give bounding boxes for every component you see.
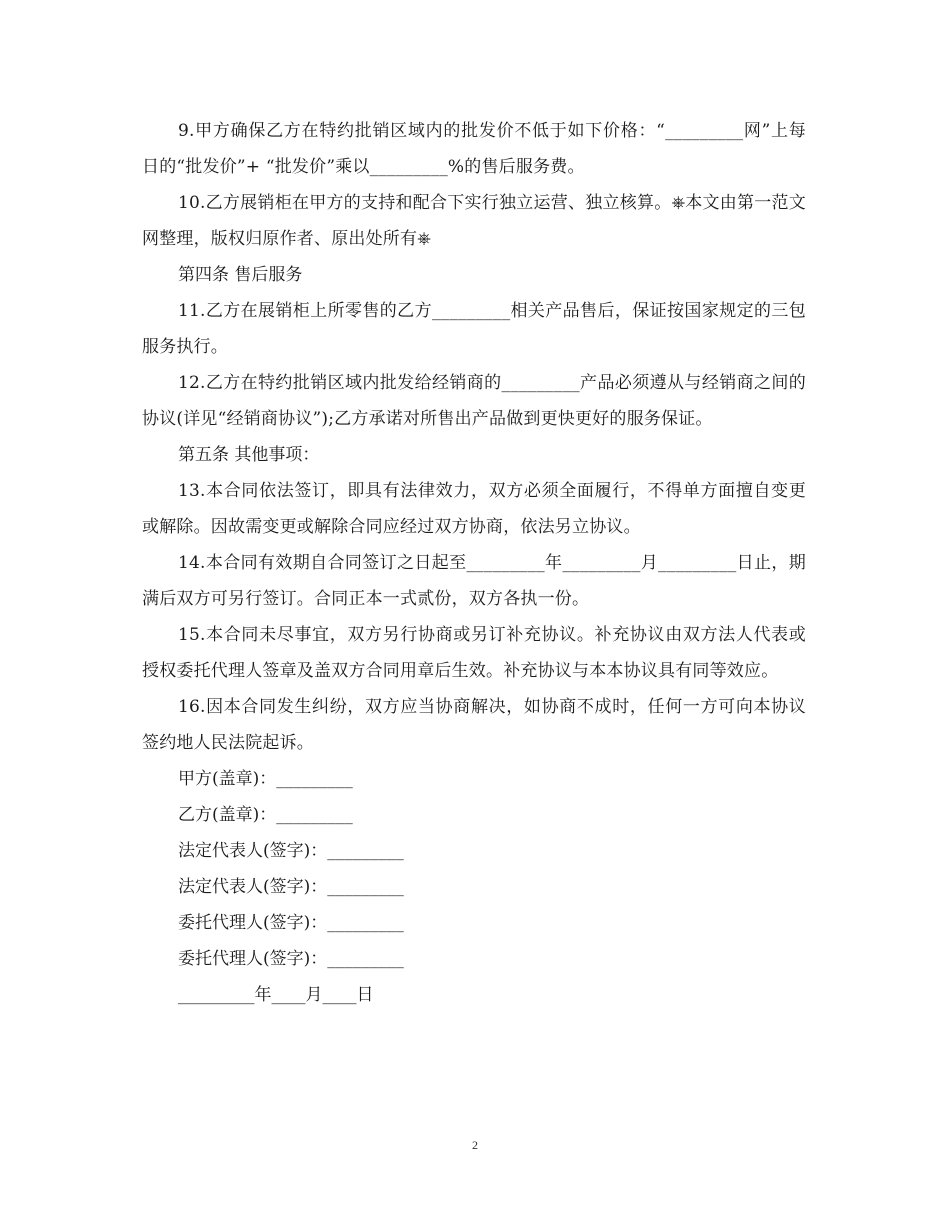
section-heading-5: 第五条 其他事项：: [178, 445, 320, 465]
signature-legal-rep-1: 法定代表人(签字)：_________: [178, 841, 404, 861]
document-body: [142, 113, 806, 1013]
clause-11: 11.乙方在展销柜上所零售的乙方_________相关产品售后，保证按国家规定的三包服务执行。: [142, 301, 806, 357]
clause-16: 16.因本合同发生纠纷，双方应当协商解决，如协商不成时，任何一方可向本协议签约地人民法院起诉。: [142, 697, 806, 753]
signature-date: _________年____月____日: [178, 985, 374, 1005]
clause-10: 10.乙方展销柜在甲方的支持和配合下实行独立运营、独立核算。⎈本文由第一范文网整理，版权归原作者、原出处所有⎈: [142, 193, 806, 249]
signature-agent-2: 委托代理人(签字)：_________: [178, 949, 404, 969]
signature-party-a-seal: 甲方(盖章)：_________: [178, 769, 353, 789]
clause-13: 13.本合同依法签订，即具有法律效力，双方必须全面履行，不得单方面擅自变更或解除。因故需变更或解除合同应经过双方协商，依法另立协议。: [142, 481, 806, 537]
clause-15: 15.本合同未尽事宜，双方另行协商或另订补充协议。补充协议由双方法人代表或授权委托代理人签章及盖双方合同用章后生效。补充协议与本本协议具有同等效应。: [142, 625, 806, 681]
signature-agent-1: 委托代理人(签字)：_________: [178, 913, 404, 933]
signature-legal-rep-2: 法定代表人(签字)：_________: [178, 877, 404, 897]
clause-14: 14.本合同有效期自合同签订之日起至_________年_________月_________日止，期满后双方可另行签订。合同正本一式贰份，双方各执一份。: [142, 553, 806, 609]
clause-12: 12.乙方在特约批销区域内批发给经销商的_________产品必须遵从与经销商之间的协议(详见“经销商协议”);乙方承诺对所售出产品做到更快更好的服务保证。: [142, 373, 806, 429]
clause-9: 9.甲方确保乙方在特约批销区域内的批发价不低于如下价格：“_________网”上每日的“批发价”+ “批发价”乘以_________%的售后服务费。: [142, 121, 806, 177]
signature-party-b-seal: 乙方(盖章)：_________: [178, 805, 353, 825]
section-heading-4: 第四条 售后服务: [178, 265, 303, 285]
page-number: 2: [472, 1138, 478, 1152]
